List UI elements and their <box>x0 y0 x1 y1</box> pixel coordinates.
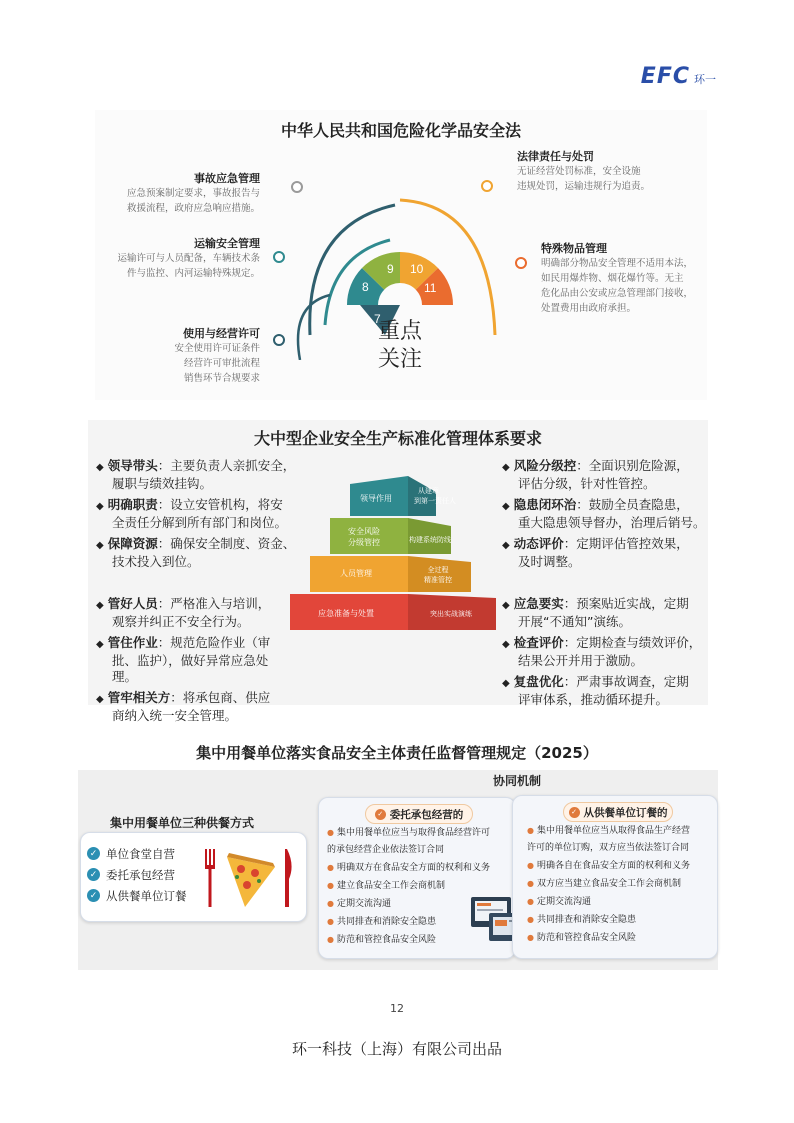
law-item-line: 件与监控、内河运输特殊规定。 <box>126 268 260 279</box>
list-item: ◆ 管牢相关方：将承包商、供应 商纳入统一安全管理。 <box>96 690 271 723</box>
item-text: 理。 <box>112 669 138 684</box>
law-item-license <box>140 325 260 386</box>
mode-label: 从供餐单位订餐 <box>106 888 187 903</box>
item-text: ：设立安管机构，将安 <box>157 497 283 512</box>
list-item: ● 明确双方在食品安全方面的权利和义务 <box>327 863 490 873</box>
logo-sub: 环一 <box>694 73 716 86</box>
law-item-line: 应急预案制定要求，事故报告与 <box>126 188 260 199</box>
meal-icon <box>199 845 299 911</box>
list-item: ● 集中用餐单位应当与取得食品经营许可 <box>327 828 490 838</box>
line-text: 双方应当建立食品安全工作会商机制 <box>536 879 681 889</box>
standard-pyramid <box>286 474 506 634</box>
check-icon: ✓ <box>87 889 100 902</box>
panel-contract <box>318 797 516 959</box>
coop-title: 协同机制 <box>493 774 542 788</box>
tier-label: 构建系统防线 <box>409 537 451 544</box>
law-item-line: 处置费用由政府承担。 <box>541 303 637 314</box>
arc-guide <box>298 295 330 360</box>
line-text: 共同排查和消除安全隐患 <box>336 917 436 927</box>
item-key: 检查评价 <box>513 635 564 650</box>
line-text: 许可的单位订购，双方应当依法签订合同 <box>527 843 690 853</box>
tier-label: 到第一责任人 <box>414 498 456 505</box>
law-item-head: 法律责任与处罚 <box>517 150 594 163</box>
list-item: ◆ 领导带头：主要负责人亲抓安全， 履职与绩效挂钩。 <box>96 458 296 491</box>
item-text: 技术投入到位。 <box>112 554 200 569</box>
law-item-line: 无证经营处罚标准，安全设施 <box>517 166 641 177</box>
list-item: ◆ 复盘优化：严肃事故调查，定期 评审体系，推动循环提升。 <box>502 674 689 707</box>
line-text: 集中用餐单位应当从取得食品生产经营 <box>536 826 690 836</box>
item-key: 动态评价 <box>513 536 564 551</box>
law-item-head: 使用与经营许可 <box>183 327 260 340</box>
list-item: ● 定期交流沟通 <box>327 899 391 909</box>
line-text: 防范和管控食品安全风险 <box>336 935 436 945</box>
company-logo <box>641 64 716 89</box>
list-item <box>87 843 187 864</box>
item-text: ：定期评估管控效果， <box>563 536 689 551</box>
panel-tag <box>365 804 473 824</box>
item-text: ：定期检查与绩效评价， <box>563 635 702 650</box>
focus-line: 关注 <box>377 347 422 372</box>
standard-left-list <box>96 458 306 724</box>
list-item <box>527 840 690 857</box>
list-item: ◆ 风险分级控：全面识别危险源， 评估分级，针对性管控。 <box>502 458 689 491</box>
law-item-line: 经营许可审批流程 <box>183 358 260 369</box>
focus-line: 重点 <box>377 319 422 344</box>
item-text: 观察并纠正不安全行为。 <box>112 614 250 629</box>
item-text: ：全面识别危险源， <box>576 458 689 473</box>
law-title: 中华人民共和国危险化学品安全法 <box>280 121 521 140</box>
item-text: ：确保安全制度、资金、 <box>157 536 296 551</box>
item-text: 商纳入统一安全管理。 <box>112 708 238 723</box>
item-text: ：预案贴近实战，定期 <box>563 596 689 611</box>
list-item: ◆ 检查评价：定期检查与绩效评价， 结果公开并用于激励。 <box>502 635 702 668</box>
list-item: ● 定期交流沟通 <box>527 897 591 907</box>
segment-label: 8 <box>362 280 369 294</box>
tier-label: 突出实战演练 <box>430 611 472 618</box>
standard-section <box>88 420 708 723</box>
item-text: 评审体系，推动循环提升。 <box>518 692 669 707</box>
tier-label: 应急准备与处置 <box>318 609 374 618</box>
law-item-emergency <box>120 170 260 216</box>
list-item <box>327 842 490 859</box>
segment-label: 10 <box>410 262 424 276</box>
focus-label <box>365 318 435 374</box>
law-marker-icon <box>273 334 285 346</box>
list-item: ● 集中用餐单位应当从取得食品生产经营 <box>527 826 690 836</box>
line-text: 定期交流沟通 <box>336 899 391 909</box>
standard-title: 大中型企业安全生产标准化管理体系要求 <box>253 429 542 448</box>
law-item-special <box>541 240 711 316</box>
list-item: ● 防范和管控食品安全风险 <box>527 933 636 943</box>
item-key: 管牢相关方 <box>107 690 171 705</box>
list-item: ◆ 保障资源：确保安全制度、资金、 技术投入到位。 <box>96 536 296 569</box>
list-item: ◆ 隐患闭环治：鼓励全员查隐患， 重大隐患领导督办，治理后销号。 <box>502 497 706 530</box>
item-text: ：严格准入与培训， <box>157 596 271 611</box>
list-item: ◆ 管好人员：严格准入与培训， 观察并纠正不安全行为。 <box>96 596 271 629</box>
law-item-head: 运输安全管理 <box>194 237 260 250</box>
segment-label: 11 <box>424 281 437 295</box>
list-item: ● 防范和管控食品安全风险 <box>327 935 436 945</box>
panel-tag-label: 从供餐单位订餐的 <box>583 806 668 819</box>
list-item <box>87 864 187 885</box>
line-text: 防范和管控食品安全风险 <box>536 933 636 943</box>
list-item: ● 建立食品安全工作会商机制 <box>327 881 445 891</box>
mode-label: 委托承包经营 <box>106 867 175 882</box>
item-key: 领导带头 <box>107 458 158 473</box>
item-text: ：将承包商、供应 <box>170 690 271 705</box>
law-item-line: 安全使用许可证条件 <box>174 343 260 354</box>
item-text: 重大隐患领导督办，治理后销号。 <box>518 515 706 530</box>
item-key: 明确职责 <box>107 497 158 512</box>
panel-lines <box>527 822 690 947</box>
tier-label: 从建章 <box>418 488 439 495</box>
item-text: ：鼓励全员查隐患， <box>576 497 689 512</box>
line-text: 明确各自在食品安全方面的权利和义务 <box>536 861 690 871</box>
law-item-line: 运输许可与人员配备，车辆技术条 <box>117 253 260 264</box>
item-text: 批、监护），做好异常应急处 <box>112 653 269 668</box>
item-key: 保障资源 <box>107 536 158 551</box>
line-text: 明确双方在食品安全方面的权利和义务 <box>336 863 490 873</box>
line-text: 定期交流沟通 <box>536 897 591 907</box>
item-key: 管住作业 <box>107 635 158 650</box>
list-item: ● 共同排查和消除安全隐患 <box>327 917 436 927</box>
panel-order <box>512 795 718 959</box>
page-number: 12 <box>390 1002 404 1015</box>
list-item: ● 明确各自在食品安全方面的权利和义务 <box>527 861 690 871</box>
law-item-line: 销售环节合规要求 <box>183 373 260 384</box>
list-item: ◆ 应急要实：预案贴近实战，定期 开展“不通知”演练。 <box>502 596 689 629</box>
food-title: 集中用餐单位落实食品安全主体责任监督管理规定（2025） <box>196 744 598 762</box>
modes-title: 集中用餐单位三种供餐方式 <box>110 816 255 830</box>
tier-label: 全过程 <box>427 567 449 574</box>
line-text: 建立食品安全工作会商机制 <box>336 881 445 891</box>
modes-panel <box>80 832 307 922</box>
law-item-line: 违规处罚，运输违规行为追责。 <box>517 181 651 192</box>
item-text: ：主要负责人亲抓安全， <box>157 458 296 473</box>
law-item-line: 如民用爆炸物、烟花爆竹等。无主 <box>541 273 684 284</box>
law-item-line: 危化品由公安或应急管理部门接收， <box>541 288 694 299</box>
list-item: ● 共同排查和消除安全隐患 <box>527 915 636 925</box>
law-item-transport <box>100 235 260 281</box>
item-text: ：严肃事故调查，定期 <box>563 674 689 689</box>
panel-tag <box>563 802 673 822</box>
law-item-liability <box>517 148 697 194</box>
list-item: ● 双方应当建立食品安全工作会商机制 <box>527 879 681 889</box>
list-item <box>87 885 187 906</box>
item-key: 风险分级控 <box>513 458 577 473</box>
item-text: ：规范危险作业（审 <box>157 635 271 650</box>
modes-list <box>87 843 187 906</box>
tier-label: 安全风险 <box>348 527 380 536</box>
tier-label: 人员管理 <box>340 569 372 578</box>
item-text: 评估分级，针对性管控。 <box>518 476 656 491</box>
check-icon: ✓ <box>569 807 580 818</box>
item-key: 管好人员 <box>107 596 158 611</box>
tier-label: 精准管控 <box>424 577 452 584</box>
item-text: 及时调整。 <box>518 554 581 569</box>
standard-right-list <box>502 458 708 708</box>
panel-lines <box>327 824 490 949</box>
list-item: ◆ 动态评价：定期评估管控效果， 及时调整。 <box>502 536 689 569</box>
list-item: ◆ 明确职责：设立安管机构，将安 全责任分解到所有部门和岗位。 <box>96 497 288 530</box>
item-key: 隐患闭环治 <box>513 497 577 512</box>
item-key: 应急要实 <box>513 596 564 611</box>
law-item-head: 特殊物品管理 <box>541 242 607 255</box>
check-icon: ✓ <box>87 868 100 881</box>
item-text: 开展“不通知”演练。 <box>518 614 631 629</box>
law-section <box>95 110 707 400</box>
tier-label: 分级管控 <box>348 538 380 547</box>
check-icon: ✓ <box>375 809 386 820</box>
item-text: 全责任分解到所有部门和岗位。 <box>112 515 288 530</box>
law-item-head: 事故应急管理 <box>194 172 260 185</box>
segment-label: 7 <box>374 312 381 326</box>
line-text: 集中用餐单位应当与取得食品经营许可 <box>336 828 490 838</box>
segment-label: 9 <box>387 262 394 276</box>
footer-text: 环一科技（上海）有限公司出品 <box>291 1040 502 1058</box>
law-item-line: 救援流程，政府应急响应措施。 <box>126 203 260 214</box>
line-text: 共同排查和消除安全隐患 <box>536 915 636 925</box>
item-key: 复盘优化 <box>513 674 564 689</box>
check-icon: ✓ <box>87 847 100 860</box>
law-marker-icon <box>273 251 285 263</box>
panel-tag-label: 委托承包经营的 <box>389 808 464 821</box>
tier-label: 领导作用 <box>360 494 392 503</box>
logo-brand: EFC <box>640 64 690 89</box>
list-item: ◆ 管住作业：规范危险作业（审 批、监护），做好异常应急处 理。 <box>96 635 271 684</box>
law-marker-icon <box>515 257 527 269</box>
law-item-line: 明确部分物品安全管理不适用本法， <box>541 258 694 269</box>
item-text: 履职与绩效挂钩。 <box>112 476 213 491</box>
line-text: 的承包经营企业依法签订合同 <box>327 845 445 855</box>
item-text: 结果公开并用于激励。 <box>518 653 644 668</box>
mode-label: 单位食堂自营 <box>106 846 175 861</box>
